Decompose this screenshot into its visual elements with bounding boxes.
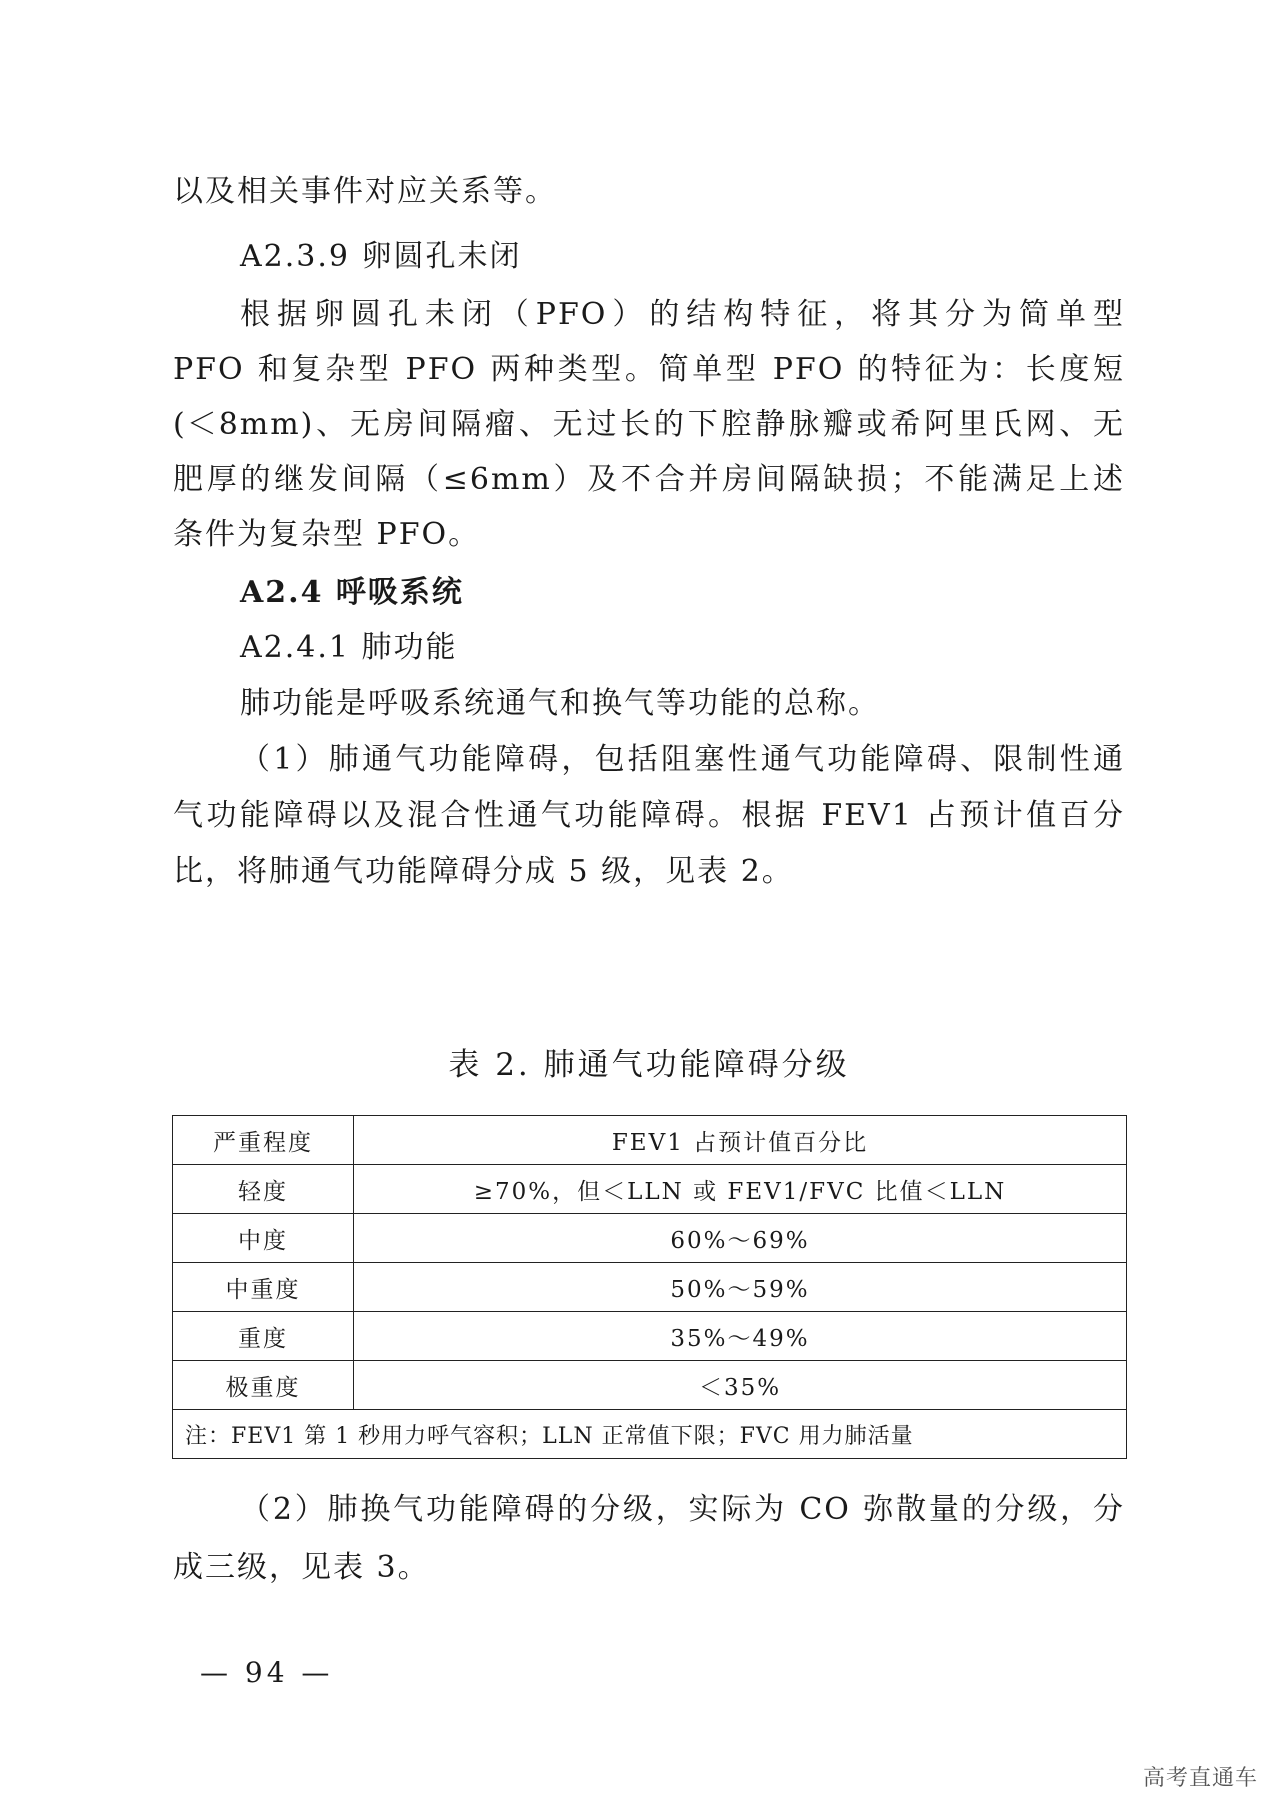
paragraph-ventilation-line-2: 气功能障碍以及混合性通气功能障碍。根据 FEV1 占预计值百分 [173,798,1125,833]
paragraph-pfo-line-5: 条件为复杂型 PFO。 [173,517,481,552]
paragraph-diffusion-line-1: （2）肺换气功能障碍的分级，实际为 CO 弥散量的分级，分 [240,1492,1125,1527]
table-cell-severity: 中重度 [173,1263,354,1312]
section-heading-a241: A2.4.1 肺功能 [240,630,458,665]
paragraph-diffusion-line-2: 成三级，见表 3。 [173,1550,430,1585]
table-cell-severity: 轻度 [173,1165,354,1214]
table-cell-value: ≥70%，但＜LLN 或 FEV1/FVC 比值＜LLN [354,1165,1127,1214]
table-row [173,1214,1127,1263]
table-cell-value: 60%～69% [354,1214,1127,1263]
table-header-cell: FEV1 占预计值百分比 [354,1116,1127,1165]
table-header-cell: 严重程度 [173,1116,354,1165]
table-cell-value: 50%～59% [354,1263,1127,1312]
ventilation-grade-table [172,1115,1127,1459]
watermark: 高考直通车 [1142,1766,1258,1791]
table-note-row [173,1410,1127,1459]
section-heading-a239: A2.3.9 卵圆孔未闭 [240,239,522,274]
table-row [173,1361,1127,1410]
paragraph-pfo-line-3: (＜8mm)、无房间隔瘤、无过长的下腔静脉瓣或希阿里氏网、无 [173,407,1125,442]
table-header-row [173,1116,1127,1165]
table-cell-value: 35%～49% [354,1312,1127,1361]
section-heading-a24: A2.4 呼吸系统 [240,575,464,610]
table-row [173,1165,1127,1214]
paragraph-lung-function: 肺功能是呼吸系统通气和换气等功能的总称。 [240,686,880,721]
table-row [173,1263,1127,1312]
paragraph-pfo-line-4: 肥厚的继发间隔（≤6mm）及不合并房间隔缺损；不能满足上述 [173,462,1125,497]
table-cell-value: ＜35% [354,1361,1127,1410]
table-row [173,1312,1127,1361]
table-cell-severity: 重度 [173,1312,354,1361]
paragraph-pfo-line-1: 根据卵圆孔未闭（PFO）的结构特征，将其分为简单型 [240,297,1125,332]
paragraph-ventilation-line-3: 比，将肺通气功能障碍分成 5 级，见表 2。 [173,854,794,889]
page-number: — 94 — [200,1656,334,1689]
text-line: 以及相关事件对应关系等。 [173,174,557,209]
paragraph-ventilation-line-1: （1）肺通气功能障碍，包括阻塞性通气功能障碍、限制性通 [240,742,1125,777]
table-cell-severity: 中度 [173,1214,354,1263]
paragraph-pfo-line-2: PFO 和复杂型 PFO 两种类型。简单型 PFO 的特征为：长度短 [173,352,1125,387]
table-note: 注：FEV1 第 1 秒用力呼气容积；LLN 正常值下限；FVC 用力肺活量 [173,1410,1127,1459]
table-cell-severity: 极重度 [173,1361,354,1410]
table-caption: 表 2. 肺通气功能障碍分级 [448,1047,850,1083]
